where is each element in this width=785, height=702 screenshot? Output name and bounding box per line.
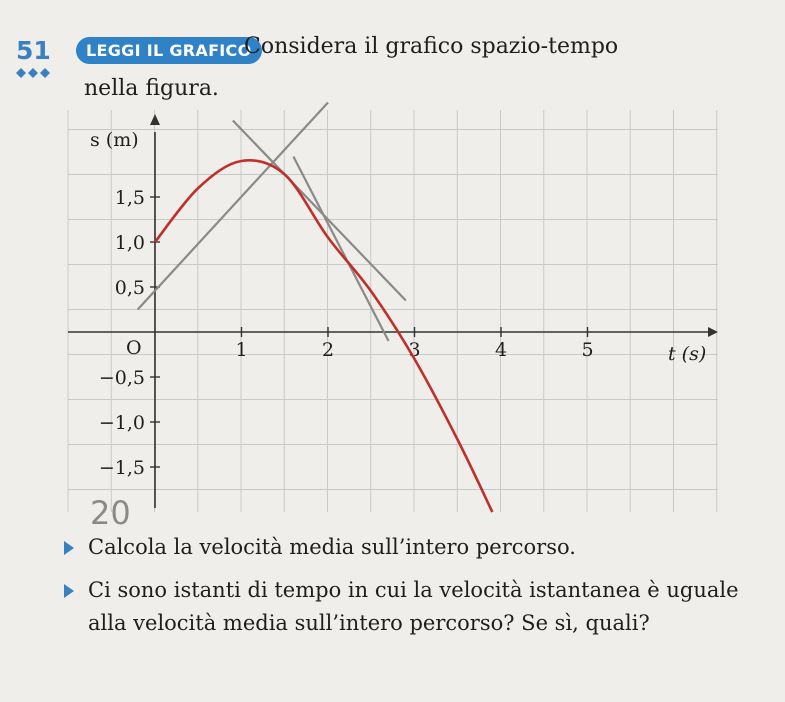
graph-axes bbox=[68, 114, 718, 508]
read-graph-badge: LEGGI IL GRAFICO bbox=[76, 37, 262, 64]
tangent-line bbox=[138, 103, 328, 310]
tangent-line bbox=[293, 157, 388, 342]
x-tick-label: 2 bbox=[322, 339, 335, 361]
origin-label: O bbox=[126, 337, 142, 359]
graph-grid bbox=[68, 110, 718, 512]
question-2-text: Ci sono istanti di tempo in cui la velocità istantanea è uguale alla velocità media sull’intero percorso? Se sì, quali? bbox=[88, 578, 739, 635]
graph-ticks bbox=[99, 187, 594, 479]
question-1 bbox=[88, 531, 576, 564]
y-tick-label: −0,5 bbox=[98, 367, 145, 389]
y-tick-label: 0,5 bbox=[114, 277, 145, 299]
exercise-text-line2: nella figura. bbox=[84, 76, 219, 101]
question-2 bbox=[88, 574, 778, 640]
question-1-text: Calcola la velocità media sull’intero percorso. bbox=[88, 535, 576, 559]
x-axis-label: t (s) bbox=[668, 343, 707, 365]
x-tick-label: 4 bbox=[495, 339, 508, 361]
x-tick-label: 5 bbox=[581, 339, 594, 361]
y-tick-label: −1,0 bbox=[98, 412, 145, 434]
tangent-line bbox=[233, 121, 406, 301]
exercise-number: 51 bbox=[16, 36, 51, 65]
tangent-lines bbox=[138, 103, 406, 342]
y-axis-label: s (m) bbox=[90, 129, 139, 151]
handwritten-label: 20 bbox=[90, 494, 131, 532]
y-tick-label: 1,0 bbox=[114, 232, 145, 254]
exercise-text-line1: Considera il grafico spazio-tempo bbox=[244, 34, 619, 59]
bullet-triangle-icon bbox=[64, 584, 74, 598]
x-tick-label: 3 bbox=[408, 339, 421, 361]
bullet-triangle-icon bbox=[64, 541, 74, 555]
y-tick-label: −1,5 bbox=[98, 457, 145, 479]
x-tick-label: 1 bbox=[235, 339, 248, 361]
y-axis-arrow-icon bbox=[150, 114, 160, 125]
y-tick-label: 1,5 bbox=[114, 187, 145, 209]
